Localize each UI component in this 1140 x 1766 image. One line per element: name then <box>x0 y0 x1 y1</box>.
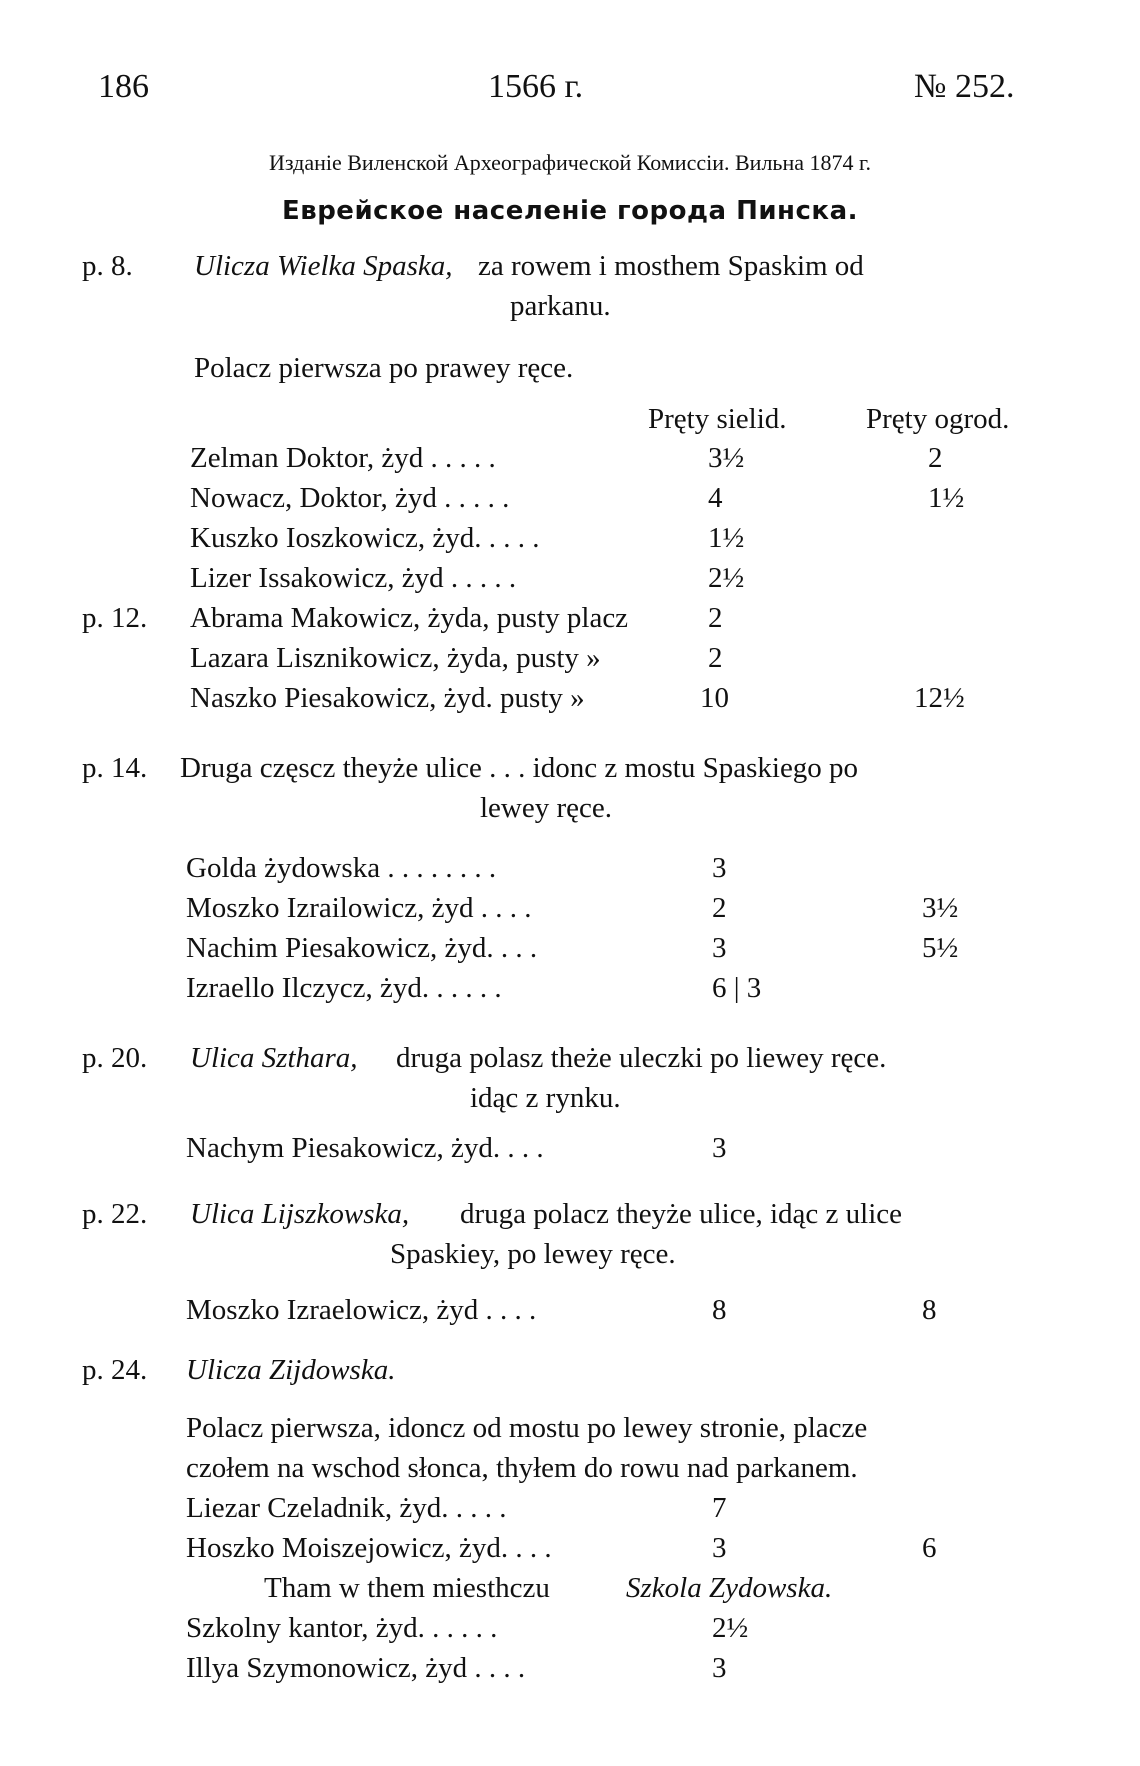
section-desc-cont: lewey ręce. <box>480 792 613 824</box>
row-sielid: 2½ <box>708 562 745 594</box>
section-ref: p. 12. <box>82 602 148 634</box>
section-desc-cont: Spaskiey, po lewey ręce. <box>390 1238 676 1270</box>
row-ogrod: 3½ <box>922 892 959 924</box>
row-name: Liezar Czeladnik, żyd. . . . . <box>186 1492 507 1524</box>
street-name: Ulicza Wielka Spaska, <box>194 250 453 282</box>
year: 1566 г. <box>488 68 584 105</box>
section-desc: druga polasz theże uleczki po liewey ręce. <box>396 1042 887 1074</box>
publication-line: Изданіе Виленской Археографической Комиссіи. Вильна 1874 г. <box>268 150 872 175</box>
paragraph-line: czołem na wschod słonca, thyłem do rowu nad parkanem. <box>186 1452 858 1484</box>
row-sielid: 6 | 3 <box>712 972 762 1004</box>
row-name: Naszko Piesakowicz, żyd. pusty » <box>190 682 585 714</box>
row-ogrod: 6 <box>922 1532 937 1564</box>
row-ogrod: 2 <box>928 442 943 474</box>
row-sielid: 2½ <box>712 1612 749 1644</box>
row-name: Nowacz, Doktor, żyd . . . . . <box>190 482 510 514</box>
school-prefix: Tham w them miesthczu <box>264 1572 550 1604</box>
row-sielid: 10 <box>700 682 729 714</box>
row-name: Kuszko Ioszkowicz, żyd. . . . . <box>190 522 540 554</box>
street-name: Ulica Szthara, <box>190 1042 358 1074</box>
section-ref: p. 24. <box>82 1354 148 1386</box>
street-name: Ulica Lijszkowska, <box>190 1198 410 1230</box>
row-name: Zelman Doktor, żyd . . . . . <box>190 442 496 474</box>
page-number: 186 <box>98 68 149 105</box>
row-ogrod: 8 <box>922 1294 937 1326</box>
row-name: Lizer Issakowicz, żyd . . . . . <box>190 562 517 594</box>
row-ogrod: 5½ <box>922 932 959 964</box>
row-name: Hoszko Moiszejowicz, żyd. . . . <box>186 1532 552 1564</box>
col-header-ogrod: Pręty ogrod. <box>866 403 1010 435</box>
section-desc: Druga częscz theyże ulice . . . idonc z mostu Spaskiego po <box>180 752 859 784</box>
row-sielid: 2 <box>712 892 727 924</box>
row-sielid: 3 <box>712 1132 727 1164</box>
section-ref: p. 20. <box>82 1042 148 1074</box>
row-name: Moszko Izrailowicz, żyd . . . . <box>186 892 532 924</box>
row-sielid: 3½ <box>708 442 745 474</box>
section-subtitle: Еврейское населеніе города Пинска. <box>281 196 858 226</box>
row-sielid: 2 <box>708 602 723 634</box>
row-name: Nachym Piesakowicz, żyd. . . . <box>186 1132 544 1164</box>
section-desc: druga polacz theyże ulice, idąc z ulice <box>460 1198 903 1230</box>
section-desc-cont: idąc z rynku. <box>470 1082 621 1114</box>
section-ref: p. 22. <box>82 1198 148 1230</box>
row-name: Illya Szymonowicz, żyd . . . . <box>186 1652 526 1684</box>
row-sielid: 3 <box>712 1532 727 1564</box>
col-header-sielid: Pręty sielid. <box>648 403 787 435</box>
paragraph-line: Polacz pierwsza, idoncz od mostu po lewey stronie, placze <box>186 1412 868 1444</box>
row-sielid: 1½ <box>708 522 745 554</box>
row-sielid: 3 <box>712 932 727 964</box>
school-name: Szkola Zydowska. <box>626 1572 833 1604</box>
section-ref: p. 8. <box>82 250 133 282</box>
row-sielid: 2 <box>708 642 723 674</box>
row-name: Abrama Makowicz, żyda, pusty placz <box>190 602 629 634</box>
row-name: Lazara Lisznikowicz, żyda, pusty » <box>190 642 601 674</box>
row-name: Moszko Izraelowicz, żyd . . . . <box>186 1294 537 1326</box>
document-number: № 252. <box>914 68 1015 105</box>
street-name: Ulicza Zijdowska. <box>186 1354 396 1386</box>
row-sielid: 3 <box>712 1652 727 1684</box>
polacz-label: Polacz pierwsza po prawey ręce. <box>194 352 574 384</box>
row-ogrod: 12½ <box>914 682 965 714</box>
row-name: Szkolny kantor, żyd. . . . . . <box>186 1612 498 1644</box>
section-ref: p. 14. <box>82 752 148 784</box>
row-sielid: 4 <box>708 482 723 514</box>
row-sielid: 8 <box>712 1294 727 1326</box>
row-name: Izraello Ilczycz, żyd. . . . . . <box>186 972 502 1004</box>
row-name: Golda żydowska . . . . . . . . <box>186 852 497 884</box>
section-desc-cont: parkanu. <box>510 290 611 322</box>
section-desc: za rowem i mosthem Spaskim od <box>478 250 864 282</box>
row-sielid: 7 <box>712 1492 727 1524</box>
row-ogrod: 1½ <box>928 482 965 514</box>
row-name: Nachim Piesakowicz, żyd. . . . <box>186 932 538 964</box>
row-sielid: 3 <box>712 852 727 884</box>
